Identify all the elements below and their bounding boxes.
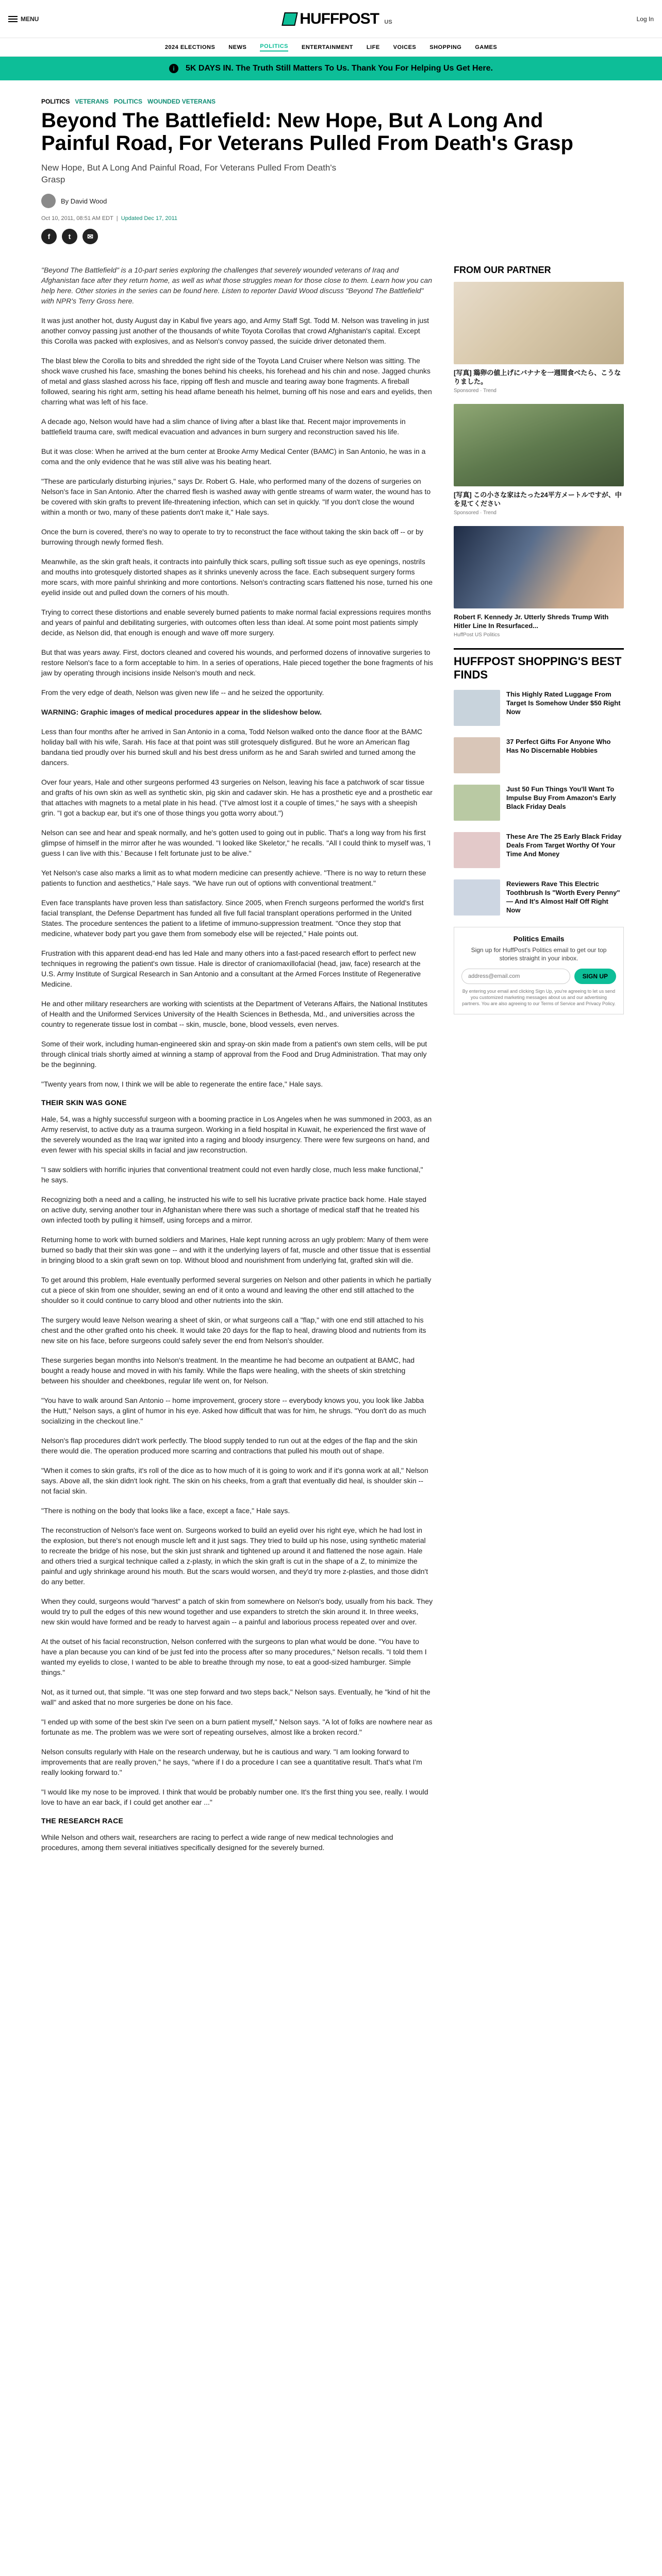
- section-kicker[interactable]: POLITICS: [41, 98, 70, 105]
- updated-date: Updated Dec 17, 2011: [121, 215, 177, 222]
- series-intro: "Beyond The Battlefield" is a 10-part series exploring the challenges that severely wounded veterans of Iraq and Afghanistan face after they return home, as well as what those struggles mean for those close to them. Learn how you can help here. Other stories in the series can be found here. Listen to reporter David Wood discuss "Beyond The Battlefield" with NPR's Terry Gross here.: [41, 266, 432, 305]
- logo-wrap: [39, 10, 636, 28]
- partner-heading: FROM OUR PARTNER: [454, 265, 551, 275]
- paragraph: "When it comes to skin grafts, it's roll of the dice as to how much of it is going to work and if it's gonna work at all," Nelson says. Above all, the skin didn't look right. The skin on his cheeks, from a graft that eventually did heal, is shoulder skin -- not facial skin.: [41, 1466, 428, 1495]
- paragraph: Recognizing both a need and a calling, he instructed his wife to sell his lucrative private practice back home. Hale stayed on active duty, serving another tour in Afghanistan where there was such a shortage of medical staff that he treated his own infected tooth by pulling it himself, using forceps and a mirror.: [41, 1195, 427, 1224]
- shopping-list: [454, 690, 624, 916]
- shopping-title[interactable]: This Highly Rated Luggage From Target Is Somehow Under $50 Right Now: [506, 690, 621, 716]
- article-body: [41, 265, 433, 1862]
- paragraph: It was just another hot, dusty August day in Kabul five years ago, and Army Staff Sgt. Todd M. Nelson was traveling in just another convoy passing just another of the thousands of white Toyota Corollas that crowd Afghanistan's capital. Except this Corolla was packed with explosives, and as Nelson's convoy passed, the suicide driver detonated them.: [41, 316, 429, 345]
- shopping-thumbnail[interactable]: [454, 690, 500, 726]
- article-section-2: [41, 726, 433, 1089]
- shopping-title[interactable]: 37 Perfect Gifts For Anyone Who Has No Discernable Hobbies: [506, 738, 611, 754]
- paragraph: These surgeries began months into Nelson's treatment. In the meantime he had become an outpatient at BAMC, had bought a ready house and moved in with his family. While the flaps were healing, with the sheets of skin stretching between his shoulder and cheekbones, regular life went on, for Nelson.: [41, 1356, 415, 1385]
- paragraph: From the very edge of death, Nelson was given new life -- and he seized the opportunity.: [41, 688, 324, 697]
- paragraph: Even face transplants have proven less than satisfactory. Since 2005, when French surgeons performed the world's first facial transplant, the Defense Department has funded all five full facial transplant operations performed in the United States. The procedure sentences the patient to a lifetime of immuno-suppression treatment. "Once they stop that medicine, whatever body part you gave them from somebody else will be rejected," Hale points out.: [41, 899, 424, 938]
- newsletter-form: [461, 969, 616, 984]
- nav-item-games[interactable]: GAMES: [475, 44, 498, 50]
- paragraph: Some of their work, including human-engineered skin and spray-on skin made from a patient's own stem cells, will be put through clinical trials shortly aimed at winning a stamp of approval from the Food and Drug Administration. That may only be the beginning.: [41, 1040, 427, 1069]
- newsletter-title: Politics Emails: [513, 935, 565, 943]
- paragraph: "I saw soldiers with horrific injuries that conventional treatment could not even hardly close, much less make functional," he says.: [41, 1165, 423, 1184]
- shopping-thumbnail[interactable]: [454, 832, 500, 868]
- paragraph: Yet Nelson's case also marks a limit as to what modern medicine can presently achieve. "There is no way to return these patients to function and aesthetics," Hale says. "We have run out of options with conventional treatment.": [41, 869, 426, 887]
- paragraph: At the outset of his facial reconstruction, Nelson conferred with the surgeons to plan what would be done. "You have to have a plan because you can kind of be just fed into the process after so many procedures," Nelson recalls. "I told them I wanted my eyelids to close, I wanted to be able to breathe through my nose, to eat a good-sized hamburger. Simple things.": [41, 1637, 427, 1676]
- article-dek: New Hope, But A Long And Painful Road, For Veterans Pulled From Death's Grasp: [41, 163, 337, 184]
- article-header: [0, 80, 619, 244]
- partner-caption[interactable]: [写真] 鶏卵の値上げにバナナを一週間食べたら、こうなりました。: [454, 369, 621, 385]
- logo-text: HUFFPOST: [300, 10, 379, 27]
- author-name[interactable]: By David Wood: [61, 197, 107, 205]
- partner-image[interactable]: [454, 404, 624, 486]
- partner-item[interactable]: [454, 526, 624, 638]
- menu-label: MENU: [21, 15, 39, 23]
- shopping-thumbnail[interactable]: [454, 879, 500, 916]
- section-heading-skin: THEIR SKIN WAS GONE: [41, 1098, 127, 1107]
- shopping-thumbnail[interactable]: [454, 785, 500, 821]
- paragraph: Over four years, Hale and other surgeons performed 43 surgeries on Nelson, leaving his face a patchwork of scar tissue and grafts of his own skin as well as synthetic skin, pig skin and cadaver skin. He has a prosthetic eye and a prosthetic ear that attaches with magnets to a metal plate in his head. ("I've almost lost it a couple of times," he says with a sheepish grin. "I got a backup ear, but it's one of those things you gotta worry about."): [41, 778, 433, 817]
- logo-mark-icon: [282, 12, 299, 26]
- nav-item-politics[interactable]: POLITICS: [260, 43, 288, 52]
- tag-veterans[interactable]: VETERANS: [75, 98, 109, 105]
- article-section-1: [41, 315, 433, 698]
- paragraph: Hale, 54, was a highly successful surgeon with a booming practice in Los Angeles when he was summoned in 2003, as an Army reservist, to active duty as a trauma surgeon. Working in a field hospital in Kuwait, he experienced the first wave of the severely wounded as the Iraq war ignited into a raging and bloody insurgency. There were few surgeons on hand, and even fewer with his special skills in facial and jaw reconstruction.: [41, 1115, 432, 1154]
- paragraph: "These are particularly disturbing injuries," says Dr. Robert G. Hale, who performed many of the dozens of surgeries on Nelson's face in San Antonio. After the charred flesh is washed away with gentle streams of warm water, the wound has to be covered with skin grafts to prevent life-threatening infection, which can set in quickly. "If you don't close the wound within a month or two, many of these patients don't make it," Hale says.: [41, 477, 431, 516]
- partner-source: Sponsored · Trend: [454, 388, 496, 394]
- tag-wounded-veterans[interactable]: WOUNDED VETERANS: [147, 98, 216, 105]
- tag-politics[interactable]: POLITICS: [113, 98, 143, 105]
- article-dates: Oct 10, 2011, 08:51 AM EDT | Updated Dec 17, 2011: [41, 215, 177, 222]
- article-section-3: [41, 1114, 433, 1807]
- paragraph: Nelson's flap procedures didn't work perfectly. The blood supply tended to run out at the edges of the flap and the skin there would die. The operation produced more scarring and contractions that pulled his mouth out of shape.: [41, 1436, 418, 1455]
- shopping-item[interactable]: [454, 690, 624, 726]
- nav-item-entertainment[interactable]: ENTERTAINMENT: [302, 44, 353, 50]
- nav-item-shopping[interactable]: SHOPPING: [429, 44, 462, 50]
- shopping-heading: HUFFPOST SHOPPING'S BEST FINDS: [454, 648, 624, 682]
- nav-item-2024-elections[interactable]: 2024 ELECTIONS: [164, 44, 216, 50]
- paragraph: A decade ago, Nelson would have had a slim chance of living after a blast like that. Recent major improvements in battlefield trauma care, swift medical evacuation and advances in burn surgery and reconstruction saved his life.: [41, 417, 406, 436]
- paragraph: Frustration with this apparent dead-end has led Hale and many others into a fast-paced research effort to perfect new techniques in regrowing the patient's own tissue. Hale is director of craniomaxillofacial (head, jaw, face) research at the U.S. Army Institute of Surgical Research in San Antonio and a consultant at the Armed Forces Institute of Regenerative Medicine.: [41, 949, 421, 988]
- paragraph: But it was close: When he arrived at the burn center at Brooke Army Medical Center (BAMC) in San Antonio, he was in a coma and the only evidence that he was still alive was his beating heart.: [41, 447, 426, 466]
- newsletter-legal: By entering your email and clicking Sign Up, you're agreeing to let us send you customized marketing messages about us and our advertising partners. You are also agreeing to our Terms of Service and Privacy Policy.: [462, 989, 616, 1006]
- paragraph: Nelson can see and hear and speak normally, and he's gotten used to going out in public. That's a long way from his first glimpse of himself in the mirror after he was wounded. "I looked like Skeletor," he recalls. "All I could think to myself was, 'I guess I can live with this.' Because I felt fortunate just to be alive.": [41, 828, 431, 857]
- paragraph: "Twenty years from now, I think we will be able to regenerate the entire face," Hale says.: [41, 1080, 323, 1088]
- section-heading-research: THE RESEARCH RACE: [41, 1817, 124, 1825]
- shopping-item[interactable]: [454, 879, 624, 916]
- paragraph: "I would like my nose to be improved. I think that would be probably number one. It's the first thing you see, really. I would love to have an ear back, if I could get another ear ...": [41, 1788, 428, 1806]
- paragraph: But that was years away. First, doctors cleaned and covered his wounds, and performed dozens of innovative surgeries to restore Nelson's face to a form acceptable to him. In a series of operations, Hale pieced together the bone fragments of his jaw by operating through incisions inside Nelson's mouth and neck.: [41, 648, 433, 677]
- paragraph: "I ended up with some of the best skin I've seen on a burn patient myself," Nelson says. "A lot of folks are nowhere near as fortunate as me. The problem was we were sort of repeating ourselves, almost like a broken record.": [41, 1718, 433, 1736]
- huffpost-logo[interactable]: [283, 10, 379, 28]
- main-nav: [0, 38, 662, 57]
- facebook-share-button[interactable]: [41, 229, 57, 244]
- paragraph: "You have to walk around San Antonio -- home improvement, grocery store -- everybody knows you, you look like Jabba the Hutt," Nelson says, a glint of humor in his eye. Asked how difficult that was for him, he shrugs. "You don't do as much socializing in the checkout line.": [41, 1396, 426, 1425]
- partner-caption[interactable]: Robert F. Kennedy Jr. Utterly Shreds Trump With Hitler Line In Resurfaced...: [454, 613, 609, 630]
- final-paragraph: While Nelson and others wait, researchers are racing to perfect a wide range of new medical technologies and procedures, among them several initiatives specifically designed for the severely burned.: [41, 1833, 393, 1852]
- nav-item-life[interactable]: LIFE: [366, 44, 380, 50]
- shopping-title[interactable]: These Are The 25 Early Black Friday Deals From Target Worthy Of Your Time And Money: [506, 833, 622, 858]
- paragraph: Once the burn is covered, there's no way to operate to try to reconstruct the face without taking the skin back off -- or by burrowing through newly formed flesh.: [41, 528, 423, 546]
- shopping-item[interactable]: [454, 737, 624, 773]
- newsletter-description: Sign up for HuffPost's Politics email to get our top stories straight in your inbox.: [471, 946, 607, 962]
- email-icon: ✉: [87, 232, 93, 241]
- paragraph: Not, as it turned out, that simple. "It was one step forward and two steps back," Nelson says. Eventually, he "kind of hit the wall" and asked that no more surgeries be done on his face.: [41, 1688, 431, 1706]
- twitter-icon: t: [68, 232, 71, 241]
- shopping-thumbnail[interactable]: [454, 737, 500, 773]
- nav-item-news[interactable]: NEWS: [228, 44, 247, 50]
- top-bar: [0, 0, 662, 38]
- paragraph: "There is nothing on the body that looks like a face, except a face," Hale says.: [41, 1506, 290, 1515]
- partner-source: HuffPost US Politics: [454, 632, 500, 638]
- partner-source: Sponsored · Trend: [454, 510, 496, 516]
- graphic-warning: WARNING: Graphic images of medical procedures appear in the slideshow below.: [41, 708, 322, 716]
- paragraph: The surgery would leave Nelson wearing a sheet of skin, or what surgeons call a "flap," with one end still attached to his chest and the other grafted onto his cheek. It would take 20 days for the flap to heal, drawing blood and nutrients from its new site on his face, before surgeons could safely sever the end from Nelson's shoulder.: [41, 1316, 426, 1345]
- newsletter-box: [454, 927, 624, 1014]
- page-title: Beyond The Battlefield: New Hope, But A Long And Painful Road, For Veterans Pulled From Death's Grasp: [41, 109, 573, 155]
- byline: [41, 194, 619, 208]
- nav-item-voices[interactable]: VOICES: [393, 44, 417, 50]
- edition-label[interactable]: US: [384, 19, 392, 25]
- sidebar: [454, 265, 624, 1862]
- content-layout: [0, 244, 662, 1862]
- info-icon: i: [169, 64, 178, 73]
- shopping-title[interactable]: Just 50 Fun Things You'll Want To Impulse Buy From Amazon's Early Black Friday Deals: [506, 785, 616, 810]
- partner-caption[interactable]: [写真] この小さな家はたった24平方メートルですが、中を見てください: [454, 491, 622, 507]
- paragraph: Less than four months after he arrived in San Antonio in a coma, Todd Nelson walked onto the dance floor at the BAMC holiday ball with his wife, Sarah. His face at that point was still grotesquely disfigured. But he wore an American flag bandana tied proudly over his burned skull and his best dress uniform as he and Sarah swirled and turned among the dancers.: [41, 727, 423, 767]
- shopping-item[interactable]: [454, 832, 624, 868]
- share-bar: [41, 229, 619, 244]
- partner-image[interactable]: [454, 526, 624, 608]
- published-date: Oct 10, 2011, 08:51 AM EDT: [41, 215, 113, 222]
- twitter-share-button[interactable]: [62, 229, 77, 244]
- shopping-title[interactable]: Reviewers Rave This Electric Toothbrush Is "Worth Every Penny" — And It's Almost Half Off Right Now: [506, 880, 620, 914]
- email-input[interactable]: [461, 969, 570, 984]
- signup-button[interactable]: SIGN UP: [574, 969, 616, 984]
- paragraph: The reconstruction of Nelson's face went on. Surgeons worked to build an eyelid over his right eye, which he had lost in the explosion, but there's not enough muscle left and it just sags. They tried to build up his nose, using synthetic material to recreate the bridge of his nose, but the skin just shrank and tightened up around it and flattened the nose again. Hale and others tried a surgical technique called a z-plasty, in which the skin graft is cut in the shape of a Z, to minimize the painful and ugly shrinkage around his mouth. But the scars would worsen, and they'd try more z-plasties, and those didn't do any better.: [41, 1526, 428, 1586]
- shopping-item[interactable]: [454, 785, 624, 821]
- partner-image[interactable]: [454, 282, 624, 364]
- email-share-button[interactable]: [82, 229, 98, 244]
- paragraph: Trying to correct these distortions and enable severely burned patients to make normal facial expressions requires months and years of painful and debilitating surgeries, with outcomes often less than ideal. At some point most patients simply decide, as Nelson did, that enough is enough and wave off more surgery.: [41, 608, 431, 637]
- paragraph: Meanwhile, as the skin graft heals, it contracts into painfully thick scars, pulling soft tissue such as eye openings, nostrils and mouths into grotesquely distorted shapes as it shrinks unevenly across the face. Each subsequent surgery forms more scars, with more painful shrinking and more contortions. Nelson's contracting scars flattened his nose, turned his one eyelid inside out and pulled down the corners of his mouth.: [41, 557, 433, 597]
- login-link[interactable]: Log In: [636, 15, 654, 23]
- kicker-row: [41, 98, 619, 105]
- author-avatar: [41, 194, 56, 208]
- paragraph: Nelson consults regularly with Hale on the research underway, but he is cautious and wary. "I am looking forward to improvements that are really proven," he says, "where if I do a procedure I can see a quantitative result. That's what I'm really looking forward to.": [41, 1748, 422, 1776]
- partner-item[interactable]: [454, 404, 624, 516]
- promo-text: 5K DAYS IN. The Truth Still Matters To Us. Thank You For Helping Us Get Here.: [186, 64, 493, 73]
- paragraph: The blast blew the Corolla to bits and shredded the right side of the Toyota Land Cruiser where Nelson was sitting. The shock wave crushed his face, smashing the bones behind his cheeks, his forehead and his chin and nose. Jagged chunks of metal and glass slashed across his face, ripping off flesh and muscle and tearing away bone fragments. A fireball followed, searing his right arm, setting his head aflame beneath his helmet, burning off his nose and ears and eyelids, then charring what was left of his face.: [41, 357, 432, 406]
- partner-item[interactable]: [454, 282, 624, 394]
- hamburger-icon: [8, 16, 18, 22]
- paragraph: Returning home to work with burned soldiers and Marines, Hale kept running across an ugly problem: Many of them were burned so badly that their skin was gone -- and with it the underlying layers of fat, muscle and other tissue that is essential in bringing blood to a skin graft sewn on top. Without blood and nourishment from underlying fat, grafted skin will die.: [41, 1235, 431, 1264]
- promo-banner[interactable]: [0, 57, 662, 80]
- facebook-icon: f: [47, 232, 51, 241]
- paragraph: To get around this problem, Hale eventually performed several surgeries on Nelson and other patients in which he partially cut a piece of skin from one shoulder, sewing an end of it onto a wound and leaving the other end still attached to the shoulder so it could continue to carry blood and other nutrients into the skin.: [41, 1276, 432, 1304]
- menu-button[interactable]: [8, 15, 39, 23]
- paragraph: When they could, surgeons would "harvest" a patch of skin from somewhere on Nelson's body, usually from his back. They would try to pull the edges of this new wound together and use expanders to stretch the skin around it. In three weeks, new skin would have formed and be ready to harvest again -- a painful and laborious process repeated over and over.: [41, 1597, 433, 1626]
- paragraph: He and other military researchers are working with scientists at the Department of Veterans Affairs, the National Institutes of Health and the Uniformed Services University of the Health Sciences in Bethesda, Md., and universities across the country to regenerate tissue lost in combat -- skin, muscle, bone, blood vessels, even nerves.: [41, 999, 428, 1028]
